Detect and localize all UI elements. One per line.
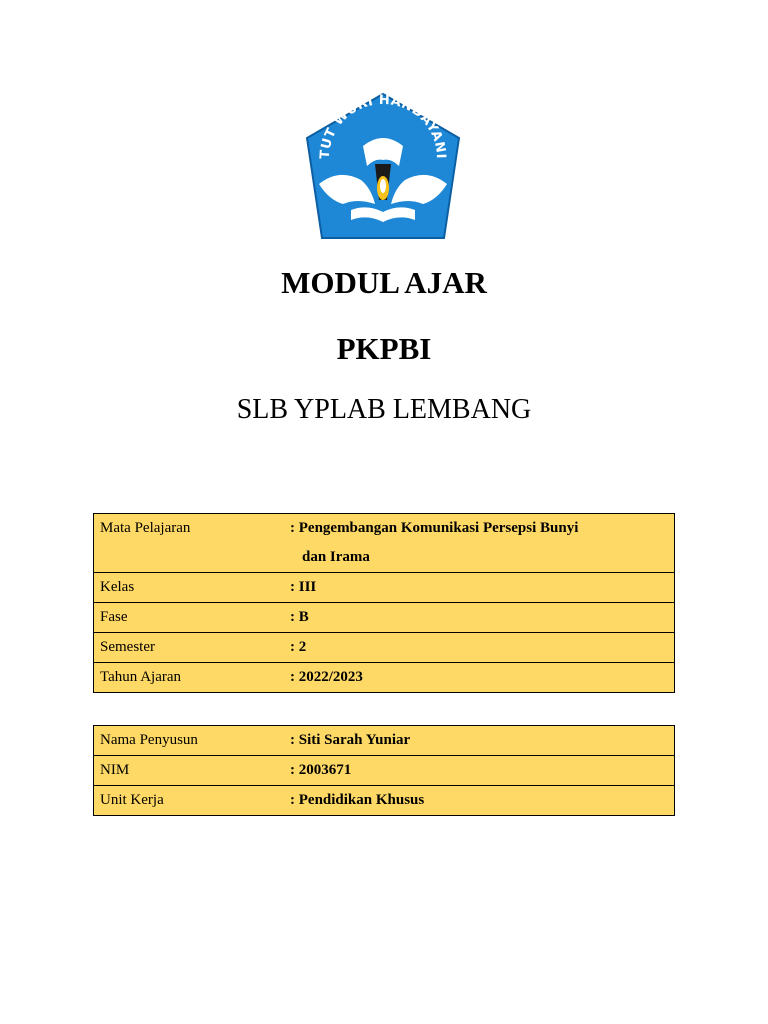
row-label: Semester — [100, 639, 155, 655]
table-row — [94, 786, 674, 815]
document-subject: PKPBI — [336, 331, 432, 366]
row-label: NIM — [100, 762, 130, 778]
row-label: Fase — [100, 609, 128, 625]
logo-arc-text: TUT WURI HANDAYANI — [317, 92, 449, 160]
table-row — [94, 663, 674, 692]
table-row — [94, 514, 674, 573]
row-value: : 2003671 — [290, 762, 352, 778]
row-value-continued: dan Irama — [302, 549, 370, 565]
row-value: : B — [290, 609, 309, 625]
row-value: : 2022/2023 — [290, 669, 363, 685]
table-row — [94, 573, 674, 603]
row-label: Nama Penyusun — [100, 732, 198, 748]
row-value: : Siti Sarah Yuniar — [290, 732, 411, 748]
module-info-table — [93, 513, 675, 693]
row-label: Kelas — [100, 579, 135, 595]
logo-emblem-icon — [299, 88, 467, 246]
row-value: : Pengembangan Komunikasi Persepsi Bunyi — [290, 520, 579, 536]
row-value: : Pendidikan Khusus — [290, 792, 425, 808]
table-row — [94, 603, 674, 633]
row-label: Unit Kerja — [100, 792, 164, 808]
author-info-table — [93, 725, 675, 816]
table-row — [94, 633, 674, 663]
table-row — [94, 756, 674, 786]
school-name: SLB YPLAB LEMBANG — [236, 394, 532, 425]
row-label: Tahun Ajaran — [100, 669, 182, 685]
row-value: : 2 — [290, 639, 307, 655]
row-label: Mata Pelajaran — [100, 520, 191, 536]
tut-wuri-handayani-logo — [299, 88, 467, 246]
row-value: : III — [290, 579, 317, 595]
table-row — [94, 726, 674, 756]
document-title: MODUL AJAR — [281, 265, 487, 300]
